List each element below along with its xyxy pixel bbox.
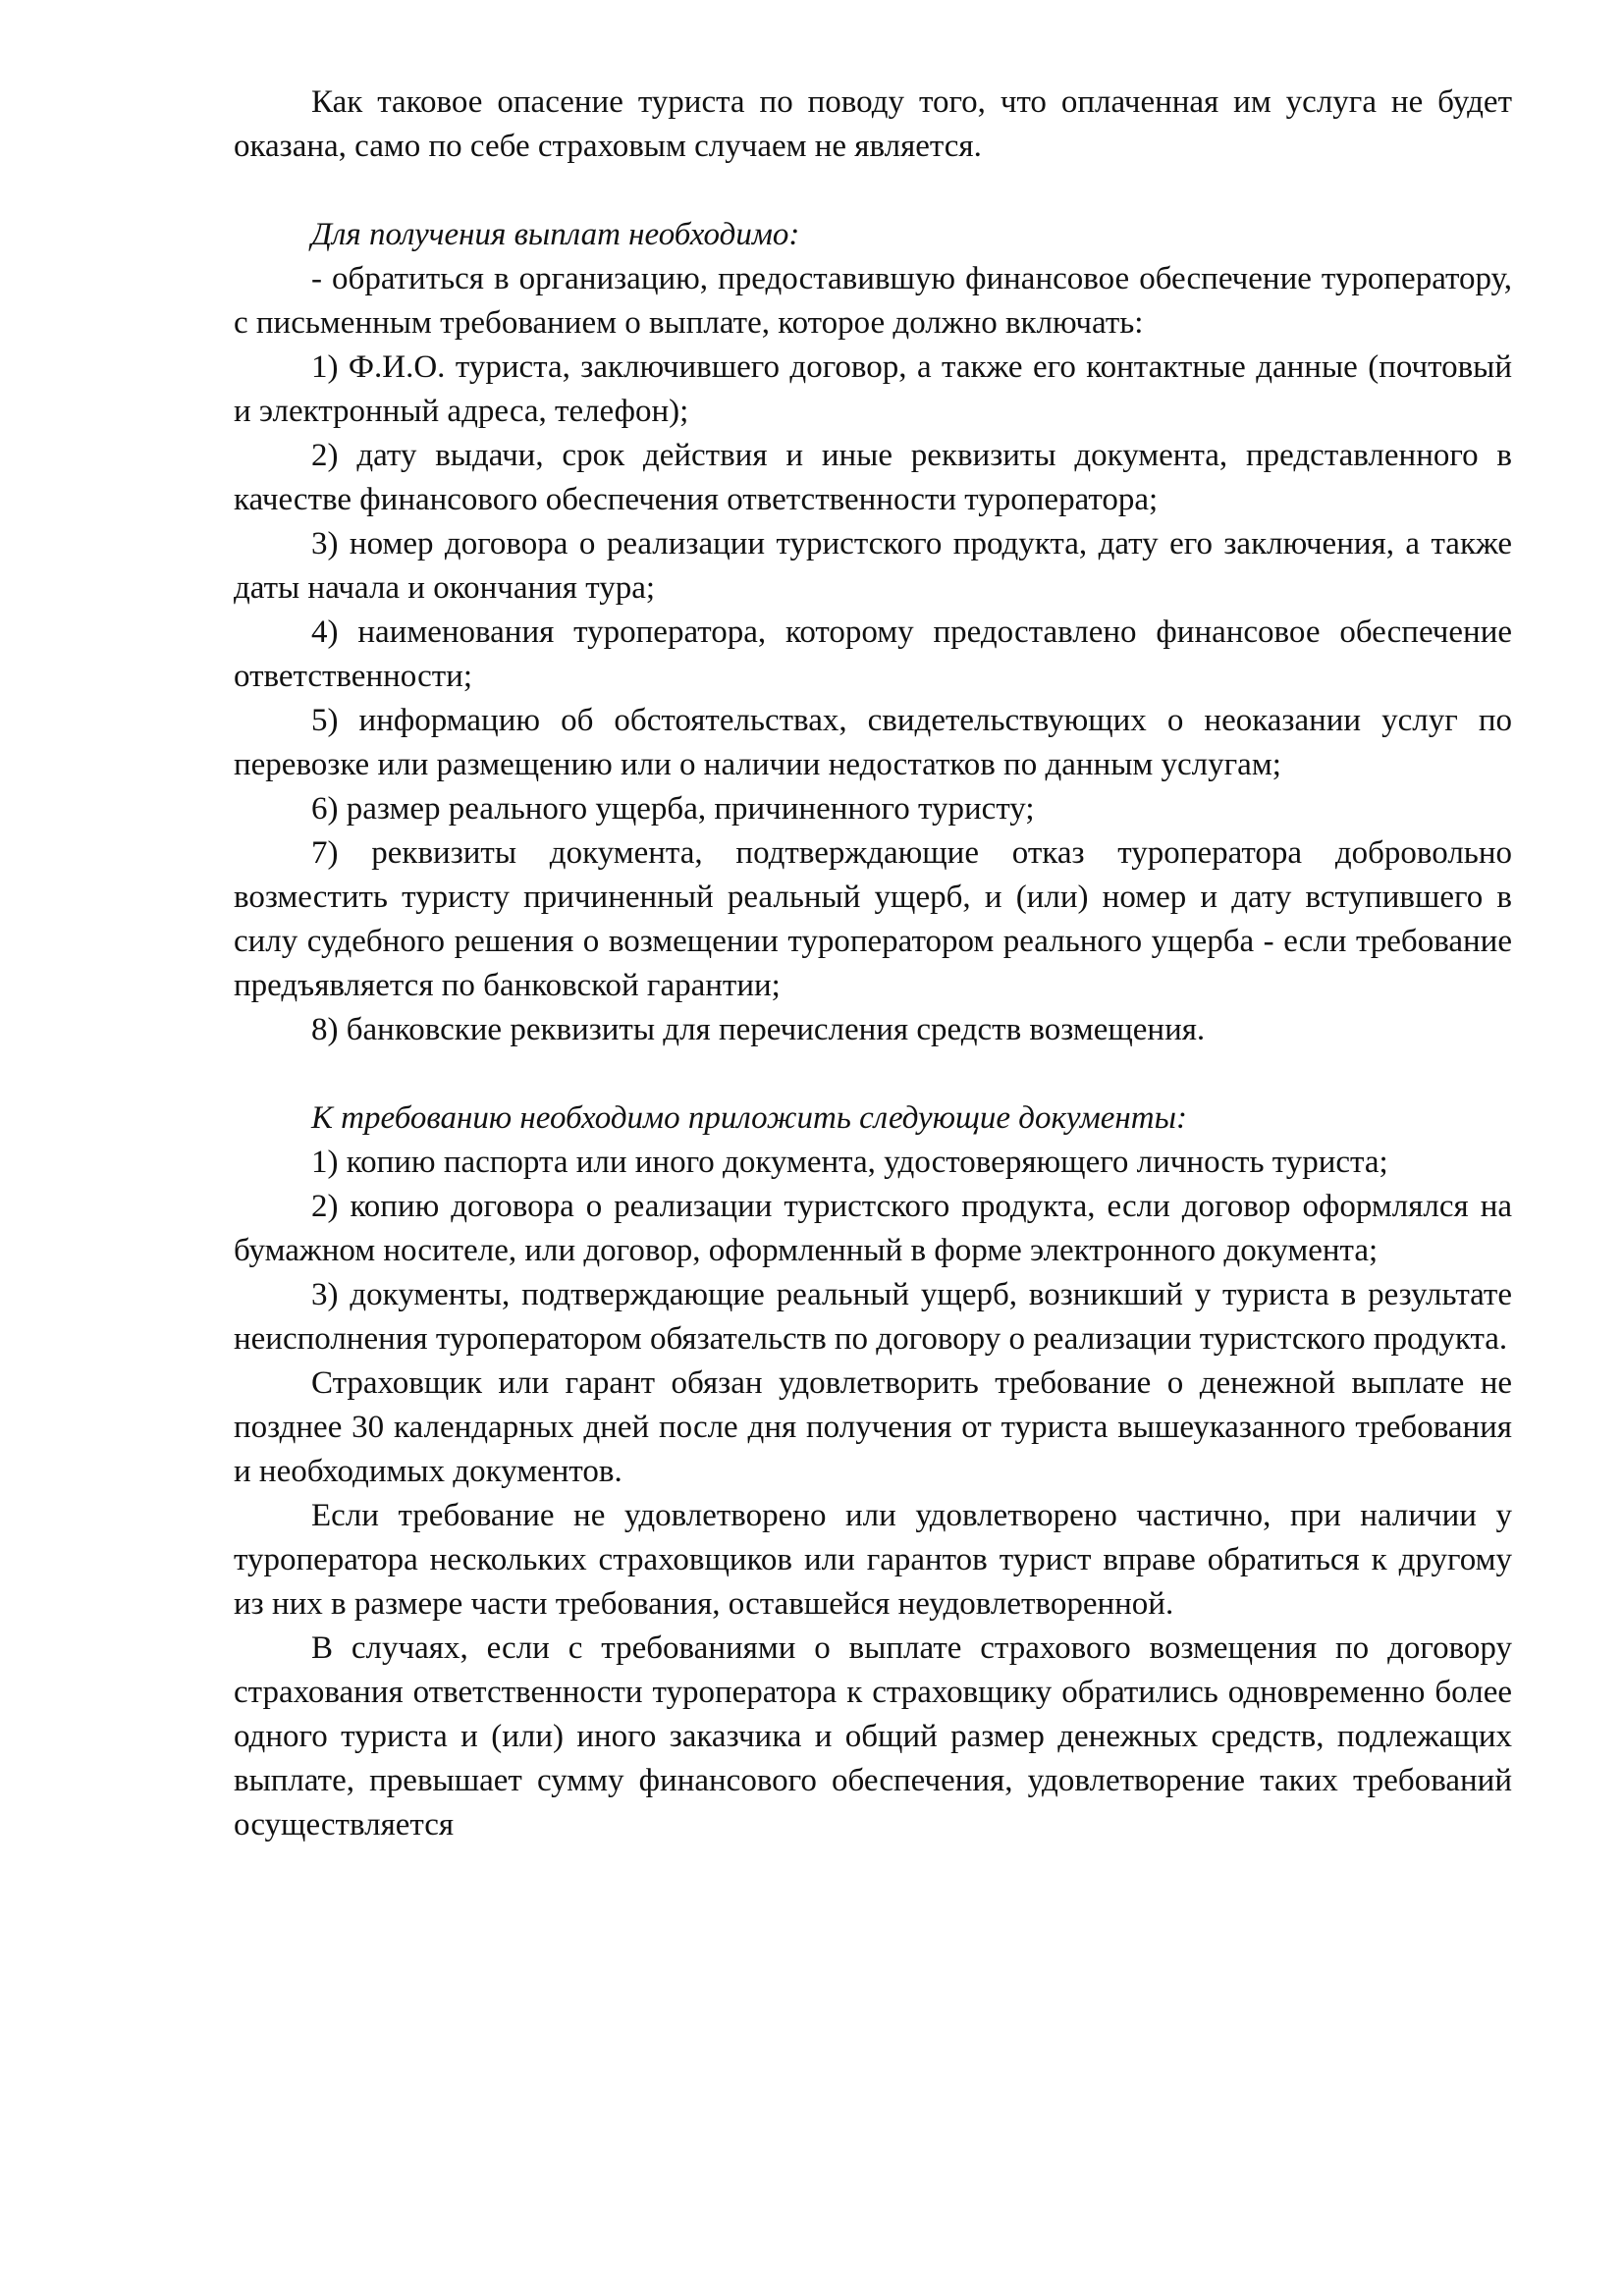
closing-paragraph-2: Если требование не удовлетворено или удовлетворено частично, при наличии у туроператора нескольких страховщиков или гарантов турист вправе обратиться к другому из них в размере части требования, оставшейся неудовлетворенной. — [234, 1498, 1512, 1622]
document-item-2: 2) копию договора о реализации туристского продукта, если договор оформлялся на бумажном носителе, или договор, оформленный в форме электронного документа; — [234, 1189, 1512, 1268]
document-page — [234, 80, 1512, 1847]
requirement-item-3: 3) номер договора о реализации туристского продукта, дату его заключения, а также даты начала и окончания тура; — [234, 526, 1512, 606]
requirement-item-6: 6) размер реального ущерба, причиненного туристу; — [311, 791, 1035, 827]
intro-paragraph: Как таковое опасение туриста по поводу того, что оплаченная им услуга не будет оказана, само по себе страховым случаем не является. — [234, 84, 1512, 164]
document-item-1: 1) копию паспорта или иного документа, удостоверяющего личность туриста; — [311, 1145, 1388, 1180]
requirement-item-7: 7) реквизиты документа, подтверждающие отказ туроператора добровольно возместить туристу причиненный реальный ущерб, и (или) номер и дату вступившего в силу судебного решения о возмещении туроператором реального ущерба - если требование предъявляется по банковской гарантии; — [234, 835, 1512, 1003]
requirement-item-2: 2) дату выдачи, срок действия и иные реквизиты документа, представленного в качестве финансового обеспечения ответственности туроператора; — [234, 438, 1512, 517]
closing-paragraph-1: Страховщик или гарант обязан удовлетворить требование о денежной выплате не позднее 30 календарных дней после дня получения от туриста вышеуказанного требования и необходимых документов. — [234, 1365, 1512, 1489]
payments-step: - обратиться в организацию, предоставившую финансовое обеспечение туроператору, с письменным требованием о выплате, которое должно включать: — [234, 261, 1512, 341]
spacer — [234, 169, 1512, 213]
spacer — [234, 1052, 1512, 1096]
requirement-item-8: 8) банковские реквизиты для перечисления средств возмещения. — [311, 1012, 1206, 1047]
document-item-3: 3) документы, подтверждающие реальный ущерб, возникший у туриста в результате неисполнения туроператором обязательств по договору о реализации туристского продукта. — [234, 1277, 1512, 1357]
requirement-item-1: 1) Ф.И.О. туриста, заключившего договор, а также его контактные данные (почтовый и электронный адреса, телефон); — [234, 349, 1512, 429]
requirement-item-4: 4) наименования туроператора, которому предоставлено финансовое обеспечение ответственности; — [234, 614, 1512, 694]
payments-heading: Для получения выплат необходимо: — [311, 217, 800, 252]
documents-heading: К требованию необходимо приложить следующие документы: — [311, 1100, 1187, 1136]
requirement-item-5: 5) информацию об обстоятельствах, свидетельствующих о неоказании услуг по перевозке или размещению или о наличии недостатков по данным услугам; — [234, 703, 1512, 782]
closing-paragraph-3: В случаях, если с требованиями о выплате страхового возмещения по договору страхования ответственности туроператора к страховщику обратились одновременно более одного туриста и (или) иного заказчика и общий размер денежных средств, подлежащих выплате, превышает сумму финансового обеспечения, удовлетворение таких требований осуществляется — [234, 1630, 1512, 1842]
